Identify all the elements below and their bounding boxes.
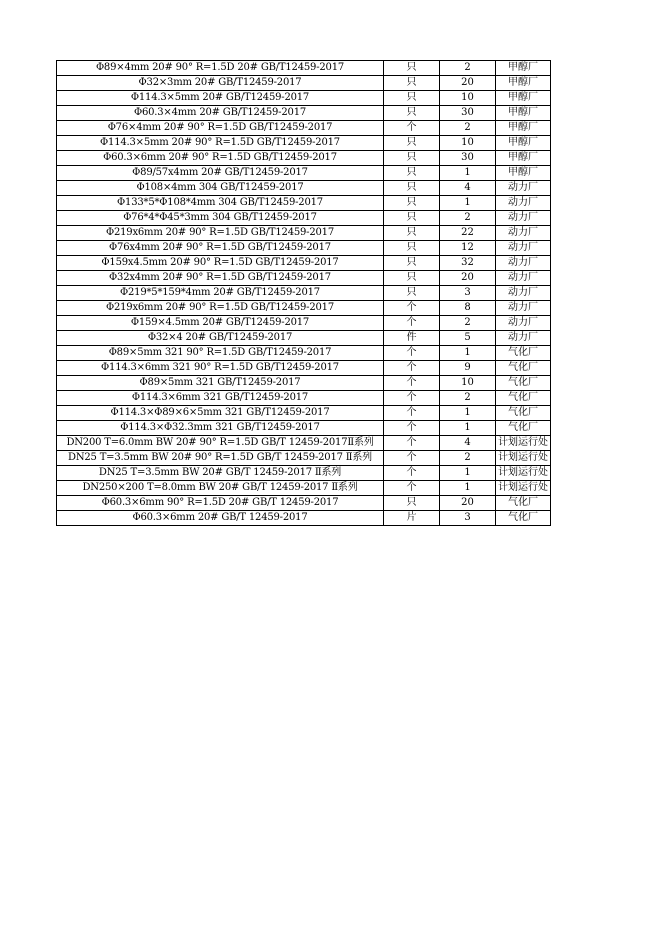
- quantity-cell[interactable]: 1: [440, 166, 496, 181]
- unit-cell[interactable]: 只: [384, 136, 440, 151]
- department-cell[interactable]: 甲醇厂: [496, 136, 551, 151]
- department-cell[interactable]: 气化厂: [496, 361, 551, 376]
- table-row: [57, 196, 551, 211]
- department-cell[interactable]: 动力厂: [496, 211, 551, 226]
- spec-cell[interactable]: Φ76*4*Φ45*3mm 304 GB/T12459-2017: [57, 211, 384, 226]
- department-cell[interactable]: 气化厂: [496, 376, 551, 391]
- spec-cell[interactable]: Φ219x6mm 20# 90° R=1.5D GB/T12459-2017: [57, 226, 384, 241]
- spec-cell[interactable]: Φ114.3×6mm 321 GB/T12459-2017: [57, 391, 384, 406]
- table-row: [57, 271, 551, 286]
- spec-cell[interactable]: Φ89×5mm 321 GB/T12459-2017: [57, 376, 384, 391]
- table-row: [57, 406, 551, 421]
- unit-cell[interactable]: 个: [384, 361, 440, 376]
- department-cell[interactable]: 气化厂: [496, 421, 551, 436]
- quantity-cell[interactable]: 30: [440, 151, 496, 166]
- unit-cell[interactable]: 片: [384, 511, 440, 526]
- unit-cell[interactable]: 个: [384, 391, 440, 406]
- table-row: [57, 181, 551, 196]
- table-row: [57, 106, 551, 121]
- department-cell[interactable]: 计划运行处: [496, 466, 551, 481]
- unit-cell[interactable]: 只: [384, 76, 440, 91]
- department-cell[interactable]: 动力厂: [496, 241, 551, 256]
- spec-cell[interactable]: DN200 T=6.0mm BW 20# 90° R=1.5D GB/T 12459-2017Ⅱ系列: [57, 436, 384, 451]
- table-row: [57, 151, 551, 166]
- spec-cell[interactable]: Φ219x6mm 20# 90° R=1.5D GB/T12459-2017: [57, 301, 384, 316]
- department-cell[interactable]: 甲醇厂: [496, 106, 551, 121]
- unit-cell[interactable]: 只: [384, 166, 440, 181]
- spec-cell[interactable]: Φ32×3mm 20# GB/T12459-2017: [57, 76, 384, 91]
- unit-cell[interactable]: 个: [384, 301, 440, 316]
- spec-cell[interactable]: Φ114.3×Φ89×6×5mm 321 GB/T12459-2017: [57, 406, 384, 421]
- department-cell[interactable]: 甲醇厂: [496, 76, 551, 91]
- unit-cell[interactable]: 个: [384, 406, 440, 421]
- quantity-cell[interactable]: 1: [440, 421, 496, 436]
- table-row: [57, 136, 551, 151]
- spec-cell[interactable]: Φ76×4mm 20# 90° R=1.5D GB/T12459-2017: [57, 121, 384, 136]
- department-cell[interactable]: 气化厂: [496, 346, 551, 361]
- department-cell[interactable]: 甲醇厂: [496, 91, 551, 106]
- quantity-cell[interactable]: 22: [440, 226, 496, 241]
- quantity-cell[interactable]: 3: [440, 286, 496, 301]
- unit-cell[interactable]: 只: [384, 226, 440, 241]
- table-row: [57, 226, 551, 241]
- spec-cell[interactable]: DN250×200 T=8.0mm BW 20# GB/T 12459-2017 Ⅱ系列: [57, 481, 384, 496]
- quantity-cell[interactable]: 1: [440, 481, 496, 496]
- quantity-cell[interactable]: 5: [440, 331, 496, 346]
- unit-cell[interactable]: 个: [384, 466, 440, 481]
- department-cell[interactable]: 气化厂: [496, 511, 551, 526]
- unit-cell[interactable]: 只: [384, 271, 440, 286]
- table-row: [57, 451, 551, 466]
- table-row: [57, 256, 551, 271]
- table-row: [57, 511, 551, 526]
- department-cell[interactable]: 甲醇厂: [496, 61, 551, 76]
- quantity-cell[interactable]: 3: [440, 511, 496, 526]
- quantity-cell[interactable]: 20: [440, 271, 496, 286]
- table-row: [57, 61, 551, 76]
- unit-cell[interactable]: 只: [384, 496, 440, 511]
- table-row: [57, 496, 551, 511]
- table-row: [57, 361, 551, 376]
- spec-cell[interactable]: Φ114.3×Φ32.3mm 321 GB/T12459-2017: [57, 421, 384, 436]
- unit-cell[interactable]: 只: [384, 286, 440, 301]
- table-row: [57, 376, 551, 391]
- spec-cell[interactable]: Φ60.3×6mm 90° R=1.5D 20# GB/T 12459-2017: [57, 496, 384, 511]
- unit-cell[interactable]: 个: [384, 121, 440, 136]
- spec-cell[interactable]: Φ32x4mm 20# 90° R=1.5D GB/T12459-2017: [57, 271, 384, 286]
- spec-cell[interactable]: Φ114.3×6mm 321 90° R=1.5D GB/T12459-2017: [57, 361, 384, 376]
- unit-cell[interactable]: 只: [384, 241, 440, 256]
- spec-cell[interactable]: Φ89/57x4mm 20# GB/T12459-2017: [57, 166, 384, 181]
- spec-cell[interactable]: Φ89×5mm 321 90° R=1.5D GB/T12459-2017: [57, 346, 384, 361]
- quantity-cell[interactable]: 2: [440, 316, 496, 331]
- quantity-cell[interactable]: 10: [440, 376, 496, 391]
- unit-cell[interactable]: 个: [384, 481, 440, 496]
- table-row: [57, 436, 551, 451]
- table-row: [57, 211, 551, 226]
- quantity-cell[interactable]: 4: [440, 181, 496, 196]
- unit-cell[interactable]: 个: [384, 346, 440, 361]
- department-cell[interactable]: 动力厂: [496, 301, 551, 316]
- quantity-cell[interactable]: 1: [440, 196, 496, 211]
- table-row: [57, 301, 551, 316]
- unit-cell[interactable]: 个: [384, 316, 440, 331]
- department-cell[interactable]: 动力厂: [496, 271, 551, 286]
- department-cell[interactable]: 动力厂: [496, 256, 551, 271]
- department-cell[interactable]: 甲醇厂: [496, 121, 551, 136]
- spec-cell[interactable]: Φ60.3×6mm 20# 90° R=1.5D GB/T12459-2017: [57, 151, 384, 166]
- table-row: [57, 316, 551, 331]
- quantity-cell[interactable]: 2: [440, 61, 496, 76]
- spec-cell[interactable]: Φ32×4 20# GB/T12459-2017: [57, 331, 384, 346]
- unit-cell[interactable]: 个: [384, 451, 440, 466]
- table-row: [57, 481, 551, 496]
- unit-cell[interactable]: 只: [384, 211, 440, 226]
- department-cell[interactable]: 动力厂: [496, 286, 551, 301]
- unit-cell[interactable]: 个: [384, 421, 440, 436]
- table-row: [57, 241, 551, 256]
- quantity-cell[interactable]: 20: [440, 496, 496, 511]
- unit-cell[interactable]: 只: [384, 256, 440, 271]
- quantity-cell[interactable]: 2: [440, 211, 496, 226]
- spec-cell[interactable]: Φ159x4.5mm 20# 90° R=1.5D GB/T12459-2017: [57, 256, 384, 271]
- table-row: [57, 466, 551, 481]
- quantity-cell[interactable]: 4: [440, 436, 496, 451]
- table-row: [57, 391, 551, 406]
- department-cell[interactable]: 动力厂: [496, 316, 551, 331]
- spec-cell[interactable]: Φ76x4mm 20# 90° R=1.5D GB/T12459-2017: [57, 241, 384, 256]
- department-cell[interactable]: 计划运行处: [496, 451, 551, 466]
- department-cell[interactable]: 气化厂: [496, 391, 551, 406]
- department-cell[interactable]: 动力厂: [496, 181, 551, 196]
- spreadsheet-table: [56, 60, 551, 526]
- quantity-cell[interactable]: 30: [440, 106, 496, 121]
- table-row: [57, 91, 551, 106]
- unit-cell[interactable]: 只: [384, 106, 440, 121]
- table-row: [57, 121, 551, 136]
- spec-cell[interactable]: Φ60.3×6mm 20# GB/T 12459-2017: [57, 511, 384, 526]
- spec-cell[interactable]: Φ159×4.5mm 20# GB/T12459-2017: [57, 316, 384, 331]
- quantity-cell[interactable]: 1: [440, 346, 496, 361]
- spec-cell[interactable]: Φ133*5*Φ108*4mm 304 GB/T12459-2017: [57, 196, 384, 211]
- quantity-cell[interactable]: 8: [440, 301, 496, 316]
- department-cell[interactable]: 甲醇厂: [496, 166, 551, 181]
- unit-cell[interactable]: 只: [384, 181, 440, 196]
- quantity-cell[interactable]: 2: [440, 391, 496, 406]
- table-body: [57, 61, 551, 526]
- unit-cell[interactable]: 只: [384, 196, 440, 211]
- unit-cell[interactable]: 个: [384, 436, 440, 451]
- unit-cell[interactable]: 只: [384, 151, 440, 166]
- spec-cell[interactable]: Φ219*5*159*4mm 20# GB/T12459-2017: [57, 286, 384, 301]
- quantity-cell[interactable]: 2: [440, 121, 496, 136]
- table-row: [57, 346, 551, 361]
- department-cell[interactable]: 计划运行处: [496, 481, 551, 496]
- spec-cell[interactable]: Φ114.3×5mm 20# 90° R=1.5D GB/T12459-2017: [57, 136, 384, 151]
- quantity-cell[interactable]: 12: [440, 241, 496, 256]
- quantity-cell[interactable]: 20: [440, 76, 496, 91]
- table-row: [57, 76, 551, 91]
- table-row: [57, 166, 551, 181]
- spec-cell[interactable]: DN25 T=3.5mm BW 20# GB/T 12459-2017 Ⅱ系列: [57, 466, 384, 481]
- table-row: [57, 331, 551, 346]
- department-cell[interactable]: 动力厂: [496, 196, 551, 211]
- quantity-cell[interactable]: 2: [440, 451, 496, 466]
- quantity-cell[interactable]: 32: [440, 256, 496, 271]
- department-cell[interactable]: 计划运行处: [496, 436, 551, 451]
- unit-cell[interactable]: 只: [384, 91, 440, 106]
- department-cell[interactable]: 动力厂: [496, 331, 551, 346]
- department-cell[interactable]: 气化厂: [496, 496, 551, 511]
- department-cell[interactable]: 气化厂: [496, 406, 551, 421]
- spec-cell[interactable]: Φ60.3×4mm 20# GB/T12459-2017: [57, 106, 384, 121]
- quantity-cell[interactable]: 10: [440, 91, 496, 106]
- department-cell[interactable]: 甲醇厂: [496, 151, 551, 166]
- table-row: [57, 286, 551, 301]
- quantity-cell[interactable]: 9: [440, 361, 496, 376]
- spec-cell[interactable]: Φ108×4mm 304 GB/T12459-2017: [57, 181, 384, 196]
- quantity-cell[interactable]: 10: [440, 136, 496, 151]
- quantity-cell[interactable]: 1: [440, 466, 496, 481]
- unit-cell[interactable]: 只: [384, 61, 440, 76]
- spec-cell[interactable]: Φ114.3×5mm 20# GB/T12459-2017: [57, 91, 384, 106]
- quantity-cell[interactable]: 1: [440, 406, 496, 421]
- spec-cell[interactable]: Φ89×4mm 20# 90° R=1.5D 20# GB/T12459-2017: [57, 61, 384, 76]
- department-cell[interactable]: 动力厂: [496, 226, 551, 241]
- table-row: [57, 421, 551, 436]
- unit-cell[interactable]: 件: [384, 331, 440, 346]
- unit-cell[interactable]: 个: [384, 376, 440, 391]
- spec-cell[interactable]: DN25 T=3.5mm BW 20# 90° R=1.5D GB/T 12459-2017 Ⅱ系列: [57, 451, 384, 466]
